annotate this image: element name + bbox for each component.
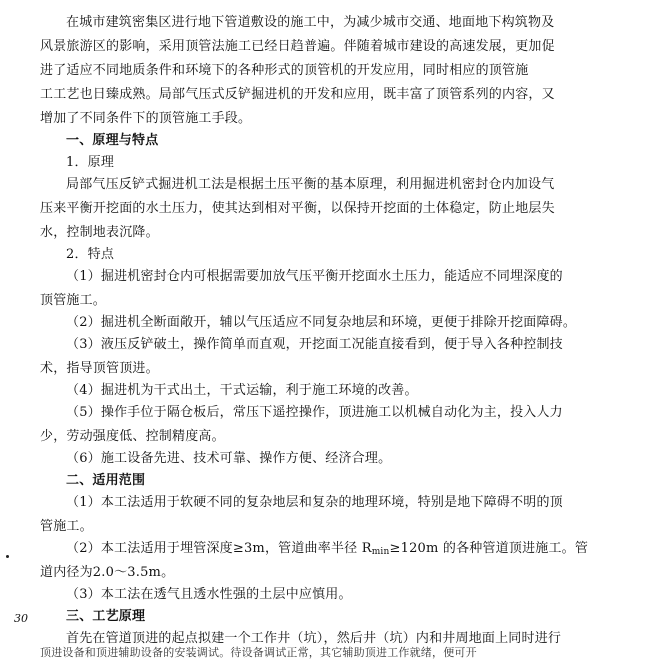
para-intro-line-3: 进了适应不同地质条件和环境下的各种形式的顶管机的开发应用，同时相应的顶管施 (40, 63, 529, 78)
para-process-line-2: 顶进设备和顶进辅助设备的安装调试。待设备调试正常，其它辅助顶进工作就绪，便可开 (40, 646, 477, 659)
para-principle-line-1: 局部气压反铲式掘进机工法是根据土压平衡的基本原理，利用掘进机密封仓内加设气 (66, 177, 555, 192)
scope-2-text-b: ≥120m 的各种管道顶进施工。管 (389, 541, 589, 556)
subheading-principle: 1．原理 (66, 155, 115, 170)
para-process-line-1: 首先在管道顶进的起点拟建一个工作井（坑），然后井（坑）内和井周地面上同时进行 (66, 631, 562, 646)
section-heading-1: 一、原理与特点 (66, 133, 159, 148)
feature-6: （6）施工设备先进、技术可靠、操作方便、经济合理。 (66, 451, 392, 466)
para-intro-line-1: 在城市建筑密集区进行地下管道敷设的施工中，为减少城市交通、地面地下构筑物及 (66, 15, 555, 30)
scope-1-line-1: （1）本工法适用于软硬不同的复杂地层和复杂的地理环境，特别是地下障碍不明的顶 (66, 495, 563, 510)
subheading-features: 2．特点 (66, 247, 115, 262)
page-number: 30 (14, 612, 28, 625)
feature-2: （2）掘进机全断面敞开，辅以气压适应不同复杂地层和环境，更便于排除开挖面障碍。 (66, 315, 577, 330)
scope-2-line-1 (66, 540, 610, 561)
para-intro-line-4: 工工艺也日臻成熟。局部气压式反铲掘进机的开发和应用，既丰富了顶管系列的内容，又 (40, 87, 555, 102)
para-intro-line-5: 增加了不同条件下的顶管施工手段。 (40, 111, 252, 126)
scope-2-line-2: 道内径为2.0～3.5m。 (40, 565, 175, 580)
feature-3-line-1: （3）液压反铲破土，操作简单而直观，开挖面工况能直接看到，便于导入各种控制技 (66, 337, 563, 352)
para-principle-line-2: 压来平衡开挖面的水土压力，使其达到相对平衡，以保持开挖面的土体稳定，防止地层失 (40, 201, 555, 216)
scope-1-line-2: 管施工。 (40, 519, 93, 534)
para-principle-line-3: 水，控制地表沉降。 (40, 225, 159, 240)
section-heading-2: 二、适用范围 (66, 473, 146, 488)
feature-1-line-2: 顶管施工。 (40, 293, 107, 308)
feature-5-line-1: （5）操作手位于隔仓板后，常压下遥控操作，顶进施工以机械自动化为主，投入人力 (66, 405, 563, 420)
section-heading-3: 三、工艺原理 (66, 609, 146, 624)
scope-2-subscript: min (371, 547, 390, 557)
para-intro-line-2: 风景旅游区的影响，采用顶管法施工已经日趋普遍。伴随着城市建设的高速发展，更加促 (40, 39, 555, 54)
stray-mark (6, 555, 9, 558)
feature-3-line-2: 术，指导顶管顶进。 (40, 361, 159, 376)
scope-3: （3）本工法在透气且透水性强的土层中应慎用。 (66, 587, 352, 602)
scope-2-text-a: （2）本工法适用于埋管深度≥3m，管道曲率半径 R (66, 541, 372, 556)
feature-1-line-1: （1）掘进机密封仓内可根据需要加放气压平衡开挖面水土压力，能适应不同埋深度的 (66, 269, 563, 284)
feature-4: （4）掘进机为干式出土，干式运输，利于施工环境的改善。 (66, 383, 418, 398)
feature-5-line-2: 少，劳动强度低、控制精度高。 (40, 429, 225, 444)
